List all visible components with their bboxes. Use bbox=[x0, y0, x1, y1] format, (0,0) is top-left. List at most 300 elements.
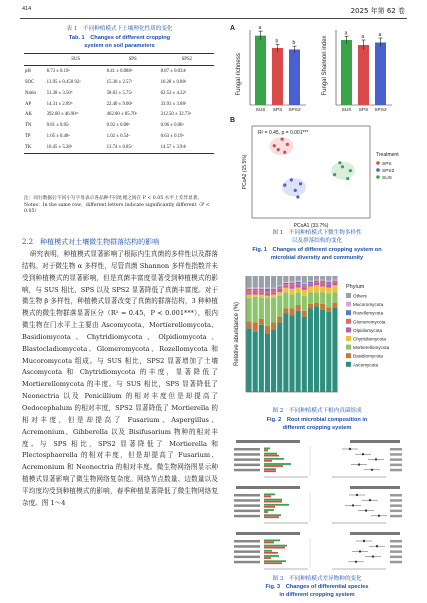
diff-ci-point bbox=[375, 458, 377, 460]
stacked-bar-segment bbox=[320, 286, 325, 292]
stacked-bar-segment bbox=[326, 293, 331, 307]
pcoa-ellipse bbox=[282, 178, 306, 196]
stacked-bar-segment bbox=[326, 307, 331, 312]
stacked-bar-segment bbox=[326, 281, 331, 282]
stacked-bar-segment bbox=[332, 303, 337, 308]
pcoa-point bbox=[290, 178, 293, 181]
stacked-bar-segment bbox=[259, 298, 264, 319]
diff-bar bbox=[264, 494, 275, 496]
stacked-bar-segment bbox=[296, 276, 301, 281]
stacked-bar-segment bbox=[253, 289, 258, 290]
table-cell-sus: 51.38 ± 3.50ᵇ bbox=[46, 90, 73, 96]
table1-title-en: Tab. 1 Changes of different cropping bbox=[68, 35, 171, 41]
table-row bbox=[24, 65, 214, 76]
stacked-bar-segment bbox=[314, 306, 319, 392]
pcoa-point bbox=[341, 165, 344, 168]
stacked-ylabel: Relative abundance (%) bbox=[234, 301, 240, 367]
stacked-legend-swatch bbox=[346, 327, 351, 332]
table-cell-sus: 13.95 ± 0.450 92ᵃ bbox=[46, 79, 81, 85]
stacked-legend-label: Chytridiomycota bbox=[353, 336, 386, 342]
pcoa-point bbox=[277, 148, 280, 151]
stacked-bar-segment bbox=[277, 322, 282, 392]
pcoa-annotation: R² = 0.45, p = 0.001*** bbox=[258, 130, 309, 136]
pcoa-point bbox=[286, 143, 289, 146]
stacked-bar-segment bbox=[253, 332, 258, 392]
pcoa-legend-swatch bbox=[376, 161, 380, 165]
pcoa-legend-swatch bbox=[376, 175, 380, 179]
stacked-bar-segment bbox=[289, 315, 294, 392]
stacked-bar-segment bbox=[265, 289, 270, 291]
table1-note-en: Notes：In the same row，different letters indicate significantly different（P < 0.05） bbox=[24, 202, 210, 215]
diff-species-panel bbox=[234, 440, 402, 477]
stacked-bar-segment bbox=[296, 283, 301, 284]
stacked-bar-segment bbox=[271, 288, 276, 289]
diff-pvalue-block bbox=[390, 458, 402, 461]
stacked-bar-segment bbox=[308, 276, 313, 281]
stacked-bar-segment bbox=[308, 283, 313, 284]
richness-ylabel: Fungal richness bbox=[236, 53, 242, 96]
diff-bar bbox=[264, 545, 287, 547]
table-cell-sus: 0.81 ± 0.05ᶜ bbox=[46, 123, 70, 129]
table-cell-sps2: 14.57 ± 3.94ᵃ bbox=[160, 142, 214, 153]
diff-ci-point bbox=[356, 494, 358, 496]
diff-bar bbox=[264, 562, 282, 564]
diff-pvalue-block bbox=[390, 545, 402, 548]
stacked-bar-segment bbox=[283, 288, 288, 293]
table-cell-param: TK bbox=[24, 142, 46, 153]
diff-species-label-block bbox=[234, 448, 260, 451]
table-cell-sps2: 33.93 ± 3.88ᵃ bbox=[160, 101, 187, 107]
stacked-bar-segment bbox=[283, 276, 288, 282]
shannon-tick-label: SPS bbox=[358, 108, 369, 113]
table-cell-sps: 0.92 ± 0.08ᵇ bbox=[106, 123, 130, 129]
pcoa-legend-label: SPS bbox=[382, 162, 392, 167]
stacked-legend-swatch bbox=[346, 319, 351, 324]
pcoa-legend-title: Treatment bbox=[376, 152, 399, 158]
stacked-legend-title: Phylum bbox=[346, 284, 365, 290]
stacked-bar-segment bbox=[253, 297, 258, 323]
diff-species-panel bbox=[234, 532, 402, 569]
table-row bbox=[24, 142, 214, 153]
table-cell-sps2: 312.50 ± 32.73ᵇ bbox=[160, 112, 192, 118]
stacked-bar-segment bbox=[302, 290, 307, 296]
stacked-bar-segment bbox=[277, 292, 282, 295]
diff-species-label-block bbox=[234, 561, 260, 564]
diff-species-label-block bbox=[234, 464, 260, 467]
stacked-legend-label: Mucoromycota bbox=[353, 302, 384, 308]
stacked-bar-segment bbox=[332, 307, 337, 392]
page-number: 414 bbox=[22, 6, 32, 12]
richness-sig-letter: a bbox=[258, 25, 262, 32]
stacked-bar-segment bbox=[277, 289, 282, 292]
stacked-legend-swatch bbox=[346, 345, 351, 350]
pcoa-point bbox=[283, 151, 286, 154]
stacked-bar-segment bbox=[302, 288, 307, 290]
panel-label-b: B bbox=[230, 117, 236, 124]
stacked-bar-segment bbox=[332, 283, 337, 285]
table-header-sus: SUS bbox=[46, 54, 106, 66]
table-cell-sps: 462.00 ± 85.70ᵃ bbox=[106, 112, 137, 118]
stacked-bar-segment bbox=[308, 304, 313, 309]
stacked-bar-segment bbox=[247, 292, 252, 294]
table1-title-zh: 表 1 不同种植模式下土壤理化性质的变化 bbox=[66, 26, 173, 32]
table-cell-sps2: 16.28 ± 0.88ᵃ bbox=[160, 79, 187, 85]
stacked-bar-segment bbox=[302, 285, 307, 287]
stacked-bar-segment bbox=[314, 282, 319, 283]
table-row bbox=[24, 109, 214, 120]
diff-ci-point bbox=[349, 448, 351, 450]
stacked-legend-label: Mortierellomycota bbox=[353, 345, 390, 351]
table-cell-param: TN bbox=[25, 123, 32, 129]
stacked-bar-segment bbox=[302, 276, 307, 283]
diff-bar bbox=[264, 496, 271, 498]
table-cell-param: AP bbox=[25, 101, 32, 107]
diff-bar bbox=[264, 560, 286, 562]
table-cell-sps2: 62.53 ± 4.22ᵃ bbox=[160, 90, 187, 96]
fig1-caption-zh2: 以及群落结构的变化 bbox=[291, 238, 343, 244]
stacked-bar-segment bbox=[308, 281, 313, 282]
stacked-bar-segment bbox=[314, 292, 319, 302]
stacked-bar-segment bbox=[271, 298, 276, 322]
stacked-bar-segment bbox=[247, 328, 252, 392]
diff-species-label-block bbox=[234, 550, 260, 553]
stacked-bar-segment bbox=[265, 291, 270, 293]
stacked-bar-segment bbox=[271, 322, 276, 329]
richness-bar bbox=[289, 50, 300, 106]
stacked-bar-segment bbox=[253, 290, 258, 291]
stacked-bar-segment bbox=[308, 284, 313, 286]
richness-bar bbox=[255, 36, 266, 105]
stacked-bar-segment bbox=[326, 284, 331, 287]
richness-panel bbox=[236, 25, 306, 113]
stacked-bar-segment bbox=[296, 281, 301, 282]
table-cell-param: TP bbox=[25, 134, 31, 140]
diff-ci-point bbox=[378, 515, 380, 517]
table1-note-zh: 注：同行数据后不同小写字母表示各品种不同处理之间在 P < 0.05 水平上差异显著。 bbox=[24, 196, 203, 201]
richness-tick-label: SUS bbox=[255, 108, 266, 113]
stacked-bar-segment bbox=[302, 283, 307, 284]
diff-species-label-block bbox=[234, 453, 260, 456]
fig2-caption-zh: 图 2 不同种植模式下根内真菌组成 bbox=[272, 408, 362, 414]
stacked-bar-segment bbox=[289, 308, 294, 315]
diff-bar bbox=[264, 501, 282, 503]
stacked-bar-segment bbox=[308, 308, 313, 392]
diff-bar bbox=[264, 499, 282, 501]
diff-ci-point bbox=[355, 561, 357, 563]
stacked-bar-segment bbox=[247, 298, 252, 321]
diff-pvalue-block bbox=[390, 494, 402, 497]
table-cell-sps: 22.40 ± 9.00ᵇ bbox=[106, 101, 133, 107]
stacked-bar-segment bbox=[332, 276, 337, 279]
fig3-caption-zh: 图 3 不同种植模式差异物种的变化 bbox=[272, 576, 362, 582]
stacked-bar-segment bbox=[308, 282, 313, 283]
stacked-bar-segment bbox=[326, 276, 331, 281]
stacked-bar-segment bbox=[253, 322, 258, 331]
diff-panel-legend-bar bbox=[236, 532, 300, 535]
stacked-legend-swatch bbox=[346, 362, 351, 367]
stacked-bar-segment bbox=[289, 284, 294, 286]
diff-bar bbox=[264, 453, 277, 455]
table-cell-sus: 8.73 ± 0.19ᵃ bbox=[46, 68, 70, 74]
richness-sig-letter: b bbox=[292, 40, 296, 47]
stacked-bar-segment bbox=[320, 310, 325, 392]
diff-species-label-block bbox=[234, 458, 260, 461]
stacked-bar-segment bbox=[296, 292, 301, 305]
stacked-bar-segment bbox=[320, 281, 325, 282]
diff-bar bbox=[264, 458, 284, 460]
table-cell-sps2: 8.87 ± 0.034ᵃ bbox=[160, 68, 187, 74]
table-cell-param: AK bbox=[25, 112, 32, 118]
table-row bbox=[24, 99, 214, 110]
stacked-bar-segment bbox=[283, 285, 288, 287]
diff-panel-legend-bar bbox=[236, 486, 300, 489]
diff-pvalue-block bbox=[390, 510, 402, 512]
pcoa-point bbox=[349, 169, 352, 172]
pcoa-panel bbox=[242, 126, 399, 229]
stacked-bar-segment bbox=[265, 288, 270, 289]
stacked-bar-segment bbox=[277, 276, 282, 285]
diff-bar bbox=[264, 468, 276, 470]
diff-species-label-block bbox=[234, 540, 260, 543]
stacked-bar-segment bbox=[289, 286, 294, 288]
pcoa-point bbox=[283, 184, 286, 187]
diff-ci-point bbox=[369, 499, 371, 501]
stacked-bar-segment bbox=[277, 286, 282, 287]
stacked-bar-segment bbox=[265, 334, 270, 392]
diff-species-label-block bbox=[234, 494, 260, 497]
stacked-bar-segment bbox=[289, 283, 294, 284]
shannon-sig-letter: a bbox=[344, 30, 348, 37]
fig1-caption-en: Fig. 1 Changes of different cropping system on bbox=[252, 247, 382, 253]
pcoa-xlabel: PCoA1 (33.7%) bbox=[293, 223, 329, 229]
shannon-ylabel: Fungal Shannon index bbox=[322, 35, 328, 96]
diff-bar bbox=[264, 465, 283, 467]
diff-bar bbox=[264, 463, 291, 465]
stacked-bar-segment bbox=[302, 284, 307, 285]
shannon-tick-label: SUS bbox=[341, 108, 352, 113]
diff-species-label-block bbox=[234, 504, 260, 507]
diff-species-label-block bbox=[234, 515, 260, 518]
stacked-bar-segment bbox=[326, 312, 331, 392]
diff-pvalue-block bbox=[390, 448, 402, 451]
stacked-legend-label: Ascomycota bbox=[353, 362, 379, 368]
stacked-legend-label: Olpidiomycota bbox=[353, 327, 383, 333]
shannon-tick-label: SPS2 bbox=[374, 108, 387, 113]
stacked-bar-segment bbox=[296, 284, 301, 287]
stacked-bar-segment bbox=[320, 304, 325, 310]
table-row bbox=[24, 131, 214, 142]
table-header-param bbox=[24, 54, 46, 66]
table1-title-en2: system on soil parameters bbox=[84, 43, 155, 49]
diff-bar bbox=[264, 555, 279, 557]
stacked-bar-segment bbox=[289, 289, 294, 295]
diff-bar bbox=[264, 516, 279, 518]
stacked-bar-segment bbox=[259, 319, 264, 325]
fig3-caption-en2: in different cropping system bbox=[279, 592, 355, 598]
shannon-sig-letter: a bbox=[361, 34, 365, 40]
stacked-bar-segment bbox=[271, 292, 276, 294]
stacked-bar-segment bbox=[277, 317, 282, 323]
shannon-bar bbox=[341, 40, 352, 105]
stacked-legend-swatch bbox=[346, 353, 351, 358]
stacked-bar-segment bbox=[259, 290, 264, 292]
diff-ci-point bbox=[376, 545, 378, 547]
diff-ci-point bbox=[352, 504, 354, 506]
stacked-legend-swatch bbox=[346, 302, 351, 307]
stacked-bar-segment bbox=[320, 276, 325, 279]
stacked-bar-segment bbox=[277, 296, 282, 317]
diff-species-label-block bbox=[234, 556, 260, 559]
stacked-bar-segment bbox=[277, 288, 282, 289]
stacked-bar-segment bbox=[259, 292, 264, 294]
stacked-bar-segment bbox=[247, 295, 252, 298]
stacked-legend-label: Glomeromycota bbox=[353, 319, 386, 325]
diff-species-panel bbox=[234, 486, 402, 523]
stacked-bar-segment bbox=[320, 284, 325, 286]
stacked-bar-segment bbox=[314, 276, 319, 279]
pcoa-point bbox=[273, 144, 276, 147]
figure-1-chart bbox=[228, 22, 408, 230]
stacked-bar-segment bbox=[332, 281, 337, 282]
diff-pvalue-block bbox=[390, 453, 402, 456]
fig2-caption-en: Fig. 2 Root microbial composition in bbox=[266, 417, 368, 423]
stacked-legend-swatch bbox=[346, 336, 351, 341]
stacked-bar-segment bbox=[308, 286, 313, 292]
richness-bar bbox=[272, 48, 283, 105]
section-heading: 2.2 种植模式对土壤微生物群落结构的影响 bbox=[22, 238, 160, 246]
table-header-row bbox=[24, 54, 214, 66]
stacked-bar-segment bbox=[253, 288, 258, 289]
figure-2 bbox=[232, 272, 404, 404]
stacked-bar-segment bbox=[259, 295, 264, 298]
stacked-bar-segment bbox=[265, 293, 270, 295]
stacked-bar-segment bbox=[296, 288, 301, 293]
diff-pvalue-block bbox=[390, 556, 402, 559]
diff-ci-point bbox=[362, 453, 364, 455]
stacked-bar-segment bbox=[332, 285, 337, 292]
diff-bar bbox=[264, 504, 289, 506]
body-text bbox=[22, 249, 218, 593]
table-header-sps: SPS bbox=[106, 54, 160, 66]
diff-pvalue-block bbox=[390, 499, 402, 502]
stacked-bar-segment bbox=[332, 292, 337, 302]
diff-bar bbox=[264, 557, 271, 559]
stacked-bar-segment bbox=[253, 291, 258, 294]
stacked-bar-segment bbox=[314, 283, 319, 285]
fig1-caption-zh: 图 1 不同种植模式下微生物多样性 bbox=[272, 230, 362, 236]
stacked-bar-segment bbox=[247, 290, 252, 292]
pcoa-legend-swatch bbox=[376, 168, 380, 172]
stacked-bar-segment bbox=[247, 288, 252, 289]
diff-species-label-block bbox=[234, 469, 260, 472]
stacked-bar-segment bbox=[302, 311, 307, 317]
diff-bar bbox=[264, 547, 285, 549]
diff-bar bbox=[264, 450, 268, 452]
diff-bar bbox=[264, 514, 281, 516]
stacked-bar-segment bbox=[271, 290, 276, 292]
stacked-bar-segment bbox=[265, 298, 270, 326]
table-row bbox=[24, 77, 214, 88]
stacked-bar-segment bbox=[320, 292, 325, 304]
table-cell-param: SOC bbox=[25, 79, 35, 85]
table-cell-sus: 392.00 ± 46.90ᵃᵇ bbox=[46, 112, 79, 118]
stacked-bar-segment bbox=[259, 276, 264, 288]
diff-ci-point bbox=[371, 469, 373, 471]
table1 bbox=[24, 53, 214, 154]
stacked-bar-segment bbox=[265, 296, 270, 298]
diff-bar bbox=[264, 542, 274, 544]
diff-ci-point bbox=[372, 555, 374, 557]
header-rule bbox=[20, 18, 407, 19]
stacked-bar-segment bbox=[277, 285, 282, 286]
stacked-bar-segment bbox=[283, 282, 288, 283]
stacked-bar-segment bbox=[320, 282, 325, 284]
diff-ci-point bbox=[363, 540, 365, 542]
stacked-legend-swatch bbox=[346, 293, 351, 298]
stacked-bar-segment bbox=[326, 283, 331, 284]
stacked-legend-label: Rozellomycota bbox=[353, 310, 384, 316]
stacked-bar-segment bbox=[302, 317, 307, 392]
diff-species-label-block bbox=[234, 545, 260, 548]
stacked-bar-segment bbox=[320, 279, 325, 280]
diff-panel-legend-bar bbox=[350, 486, 400, 489]
pcoa-point bbox=[281, 138, 284, 141]
fig1-caption-en2: microbial diversity and community bbox=[270, 255, 364, 261]
stacked-bar-segment bbox=[283, 283, 288, 284]
diff-pvalue-block bbox=[390, 515, 402, 518]
stacked-bar-segment bbox=[283, 308, 288, 313]
stacked-bar-segment bbox=[247, 289, 252, 290]
table1-note bbox=[24, 196, 214, 216]
stacked-bar-segment bbox=[259, 289, 264, 290]
figure-3-chart bbox=[230, 438, 406, 576]
table-cell-param: pH bbox=[25, 68, 31, 74]
table-cell-sps: 58.83 ± 5.75ᵃ bbox=[106, 90, 133, 96]
stacked-bar-segment bbox=[326, 288, 331, 294]
stacked-bar-segment bbox=[314, 303, 319, 306]
stacked-bar-segment bbox=[302, 296, 307, 311]
stacked-bar-segment bbox=[296, 305, 301, 311]
diff-panel-legend-bar bbox=[350, 532, 400, 535]
stacked-bar-segment bbox=[314, 279, 319, 280]
table-header-sps2: SPS2 bbox=[160, 54, 214, 66]
diff-species-label-block bbox=[234, 510, 260, 512]
diff-pvalue-block bbox=[390, 540, 402, 543]
stacked-bar-segment bbox=[247, 321, 252, 328]
diff-bar bbox=[264, 511, 268, 513]
stacked-bar-segment bbox=[332, 279, 337, 280]
figure-2-chart bbox=[232, 272, 404, 404]
diff-bar bbox=[264, 460, 272, 462]
stacked-bar-segment bbox=[271, 329, 276, 392]
figure-3 bbox=[230, 438, 406, 576]
fig3-caption-en: Fig. 3 Changes of differential species bbox=[265, 584, 369, 590]
richness-tick-label: SPS2 bbox=[288, 108, 301, 113]
diff-pvalue-block bbox=[390, 504, 402, 507]
diff-pvalue-block bbox=[390, 550, 402, 553]
stacked-bar-segment bbox=[259, 325, 264, 392]
diff-bar bbox=[264, 550, 272, 552]
stacked-bar-segment bbox=[308, 292, 313, 304]
table-cell-param: Nmin bbox=[25, 90, 36, 96]
stacked-bar-segment bbox=[289, 282, 294, 283]
stacked-bar-segment bbox=[259, 288, 264, 289]
stacked-bar-segment bbox=[271, 295, 276, 298]
pcoa-point bbox=[346, 177, 349, 180]
pcoa-point bbox=[338, 161, 341, 164]
pcoa-point bbox=[294, 189, 297, 192]
richness-tick-label: SPS bbox=[272, 108, 283, 113]
